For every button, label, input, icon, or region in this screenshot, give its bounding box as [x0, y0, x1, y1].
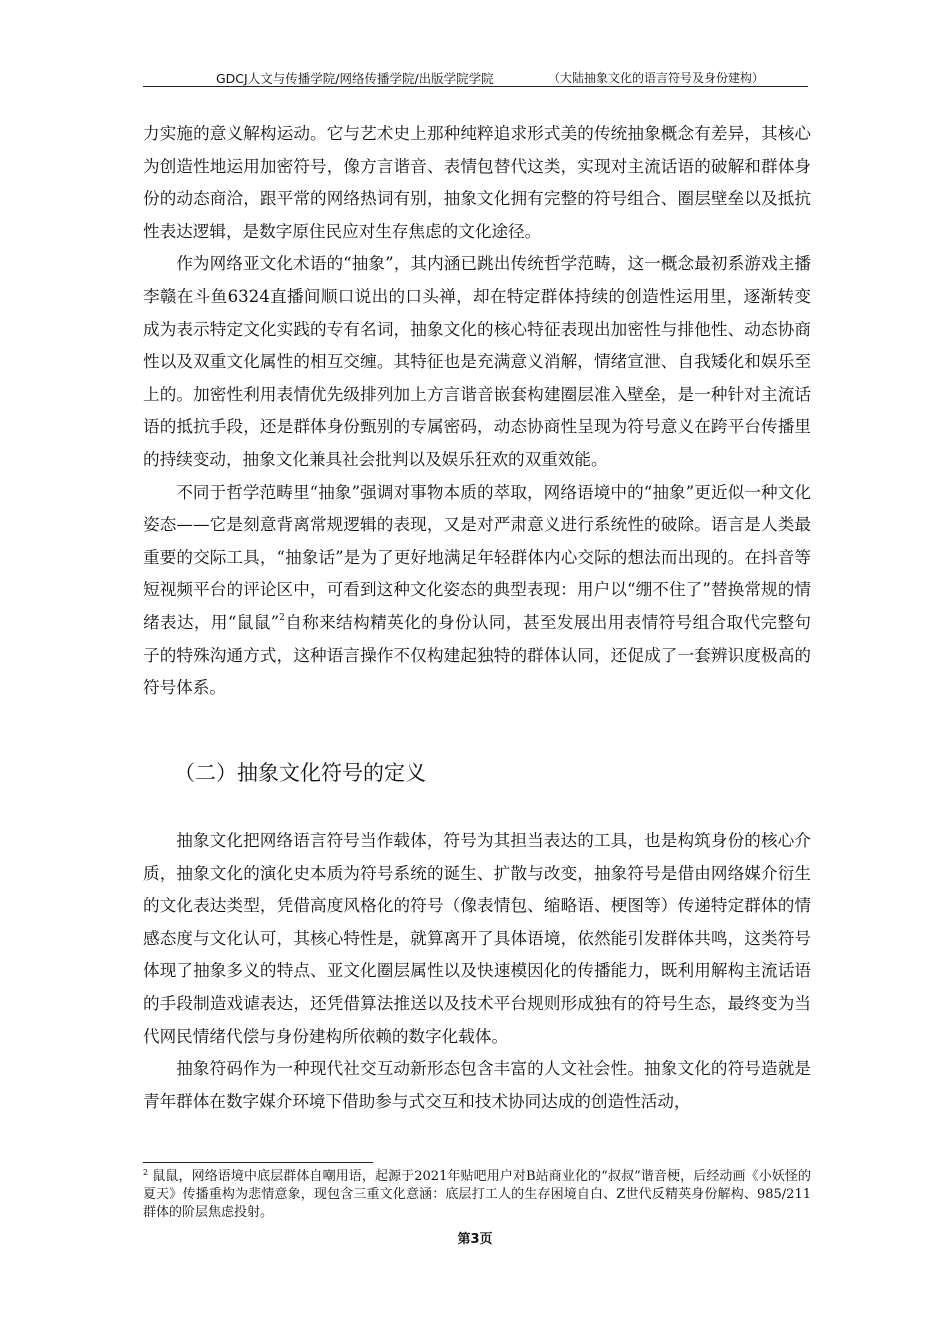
- paragraph-3-text-after: 自称来结构精英化的身份认同，甚至发展出用表情符号组合取代完整句子的特殊沟通方式，这种语言操作不仅构建起独特的群体认同，还促成了一套辨识度极高的符号体系。: [143, 612, 812, 698]
- header-institution: GDCJ人文与传播学院/网络传播学院/出版学院学院: [216, 71, 494, 86]
- body-section-2: [143, 825, 811, 1118]
- paragraph-3: [143, 477, 811, 705]
- section-heading: （二）抽象文化符号的定义: [174, 761, 426, 785]
- header-paper-title: （大陆抽象文化的语言符号及身份建构）: [548, 71, 765, 85]
- paragraph-1: 力实施的意义解构运动。它与艺术史上那种纯粹追求形式美的传统抽象概念有差异，其核心为创造性地运用加密符号，像方言谐音、表情包替代这类，实现对主流话语的破解和群体身份的动态商洽，跟平常的网络热词有别，抽象文化拥有完整的符号组合、圈层壁垒以及抵抗性表达逻辑，是数字原住民应对生存焦虑的文化途径。: [143, 124, 811, 241]
- header-rule: [143, 86, 808, 87]
- running-header: [143, 66, 808, 88]
- paragraph-4: 抽象文化把网络语言符号当作载体，符号为其担当表达的工具，也是构筑身份的核心介质，抽象文化的演化史本质为符号系统的诞生、扩散与改变，抽象符号是借由网络媒介衍生的文化表达类型，凭借高度风格化的符号（像表情包、缩略语、梗图等）传递特定群体的情感态度与文化认可，其核心特性是，就算离开了具体语境，依然能引发群体共鸣，这类符号体现了抽象多义的特点、亚文化圈层属性以及快速模因化的传播能力，既利用解构主流话语的手段制造戏谑表达，还凭借算法推送以及技术平台规则形成独有的符号生态，最终变为当代网民情绪代偿与身份建构所依赖的数字化载体。: [143, 831, 811, 1046]
- footnote: [143, 1168, 811, 1222]
- footnote-text: 鼠鼠，网络语境中底层群体自嘲用语，起源于2021年贴吧用户对B站商业化的“叔叔”谐音梗，后经动画《小妖怪的夏天》传播重构为悲情意象，现包含三重文化意涵：底层打工人的生存困境自白、Z世代反精英身份解构、985/211群体的阶层焦虑投射。: [143, 1169, 811, 1220]
- paragraph-2: 作为网络亚文化术语的“抽象”，其内涵已跳出传统哲学范畴，这一概念最初系游戏主播李赣在斗鱼6324直播间顺口说出的口头禅，却在特定群体持续的创造性运用里，逐渐转变成为表示特定文化实践的专有名词，抽象文化的核心特征表现出加密性与排他性、动态协商性以及双重文化属性的相互交缠。其特征也是充满意义消解，情绪宣泄、自我矮化和娱乐至上的。加密性利用表情优先级排列加上方言谐音嵌套构建圈层准入壁垒，是一种针对主流话语的抵抗手段，还是群体身份甄别的专属密码，动态协商性呈现为符号意义在跨平台传播里的持续变动，抽象文化兼具社会批判以及娱乐狂欢的双重效能。: [143, 254, 811, 469]
- paragraph-3-text-before: 不同于哲学范畴里“抽象”强调对事物本质的萃取，网络语境中的“抽象”更近似一种文化姿态——它是刻意背离常规逻辑的表现，又是对严肃意义进行系统性的破除。语言是人类最重要的交际工具，“抽象话”是为了更好地满足年轻群体内心交际的想法而出现的。在抖音等短视频平台的评论区中，可看到这种文化姿态的典型表现：用户以“绷不住了”替换常规的情绪表达，用“鼠鼠”: [143, 482, 811, 632]
- footnote-rule: [143, 1162, 373, 1163]
- page-number: 第3页: [457, 1232, 493, 1247]
- footnote-reference[interactable]: 2: [279, 612, 285, 623]
- body-section-1: [143, 118, 811, 705]
- footnote-mark: 2: [143, 1168, 149, 1177]
- paragraph-5: 抽象符码作为一种现代社交互动新形态包含丰富的人文社会性。抽象文化的符号造就是青年群体在数字媒介环境下借助参与式交互和技术协同达成的创造性活动，: [143, 1059, 811, 1111]
